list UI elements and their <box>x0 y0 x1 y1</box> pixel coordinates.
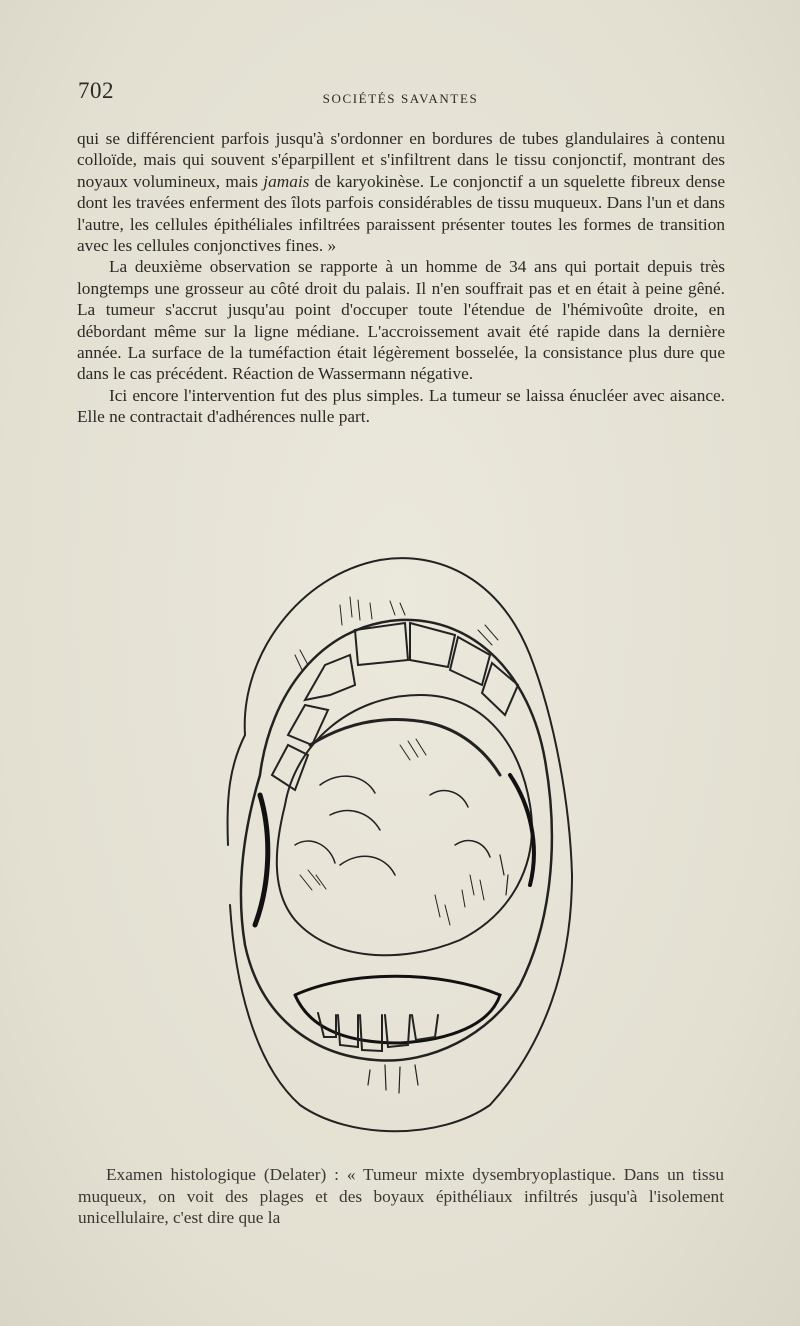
paragraph-1-tail: de karyokinèse. Le conjonctif a un squelette fibreux dense dont les travées enferment des îlots parfois considérables de tissu muqueux. Dans l'un et dans l'autre, les cellules épithéliales infiltrées paraissent présenter toutes les formes de transition avec les cellules conjonctives fines. » <box>77 171 725 256</box>
figure-open-mouth-palate-tumor <box>200 545 600 1145</box>
paragraph-3: Ici encore l'intervention fut des plus simples. La tumeur se laissa énucléer avec aisance. Elle ne contractait d'adhérences nulle part. <box>77 385 725 427</box>
page-header <box>78 78 723 108</box>
footer-text <box>78 1164 724 1229</box>
paragraph-1 <box>77 128 725 256</box>
body-text <box>77 128 725 428</box>
mouth-illustration <box>200 545 600 1145</box>
running-head: SOCIÉTÉS SAVANTES <box>322 91 479 106</box>
page-number: 702 <box>78 78 114 103</box>
paragraph-1-text: qui se différencient parfois jusqu'à s'ordonner en bordures de tubes glandulaires à contenu colloïde, mais qui souvent s'éparpillent et s'infiltrent dans le tissu conjonctif, montrant des noyaux volumineux, mais <box>77 129 725 191</box>
paragraph-2: La deuxième observation se rapporte à un homme de 34 ans qui portait depuis très longtemps une grosseur au côté droit du palais. Il n'en souffrait pas et en était à peine gêné. La tumeur s'accrut jusqu'au point d'occuper toute l'étendue de l'hémivoûte droite, en débordant même sur la ligne médiane. L'accroissement avait été rapide dans la dernière année. La surface de la tuméfaction était légèrement bosselée, la consistance plus dure que dans le cas précédent. Réaction de Wassermann négative. <box>77 257 725 384</box>
emphasis-jamais: jamais <box>263 171 310 191</box>
paragraph-4: Examen histologique (Delater) : « Tumeur mixte dysembryoplastique. Dans un tissu muqueux, on voit des plages et des boyaux épithéliaux infiltrés jusqu'à l'isolement unicellulaire, c'est dire que la <box>78 1165 724 1228</box>
